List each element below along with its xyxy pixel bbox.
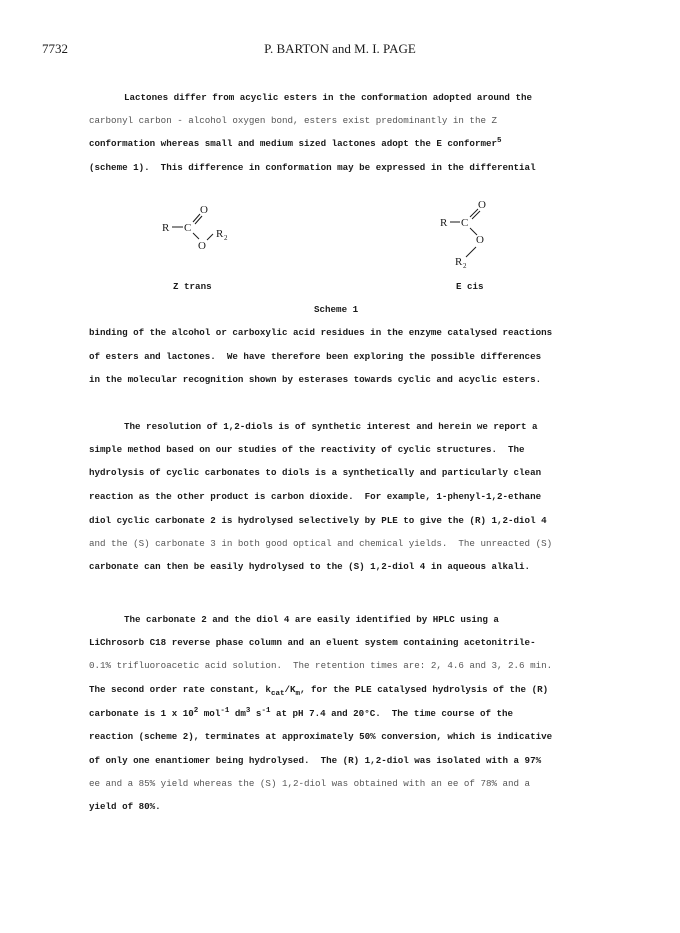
z-atom-r: R — [162, 222, 170, 234]
para2-line3: in the molecular recognition shown by esterases towards cyclic and acyclic esters. — [89, 374, 542, 385]
z-atom-o-carbonyl: O — [200, 204, 208, 216]
para4-line4-part1: The second order rate constant, k — [89, 684, 271, 695]
z-atom-r2-subscript: 2 — [224, 234, 228, 242]
scheme-1-structures — [0, 195, 680, 315]
para4-line7: of only one enantiomer being hydrolysed. The (R) 1,2-diol was isolated with a 97% — [89, 755, 542, 766]
reference-superscript: 5 — [497, 137, 502, 145]
para4-line3: 0.1% trifluoroacetic acid solution. The retention times are: 2, 4.6 and 3, 2.6 min. — [89, 660, 553, 671]
para1-line3 — [89, 138, 502, 149]
para4-line4 — [89, 684, 549, 698]
para4-line5-part3: dm — [229, 708, 246, 719]
scheme-label-z-trans: Z trans — [173, 281, 212, 292]
running-authors: P. BARTON and M. I. PAGE — [264, 41, 416, 56]
para3-line2: simple method based on our studies of the reactivity of cyclic structures. The — [89, 444, 525, 455]
para4-line5-part4: s — [250, 708, 262, 719]
e-cis-structure — [440, 199, 486, 270]
z-atom-o-ester: O — [198, 240, 206, 252]
page-header — [0, 41, 680, 61]
km-subscript: m — [295, 690, 301, 698]
para1-line1: Lactones differ from acyclic esters in the conformation adopted around the — [124, 92, 532, 103]
para3-line7: carbonate can then be easily hydrolysed to the (S) 1,2-diol 4 in aqueous alkali. — [89, 561, 531, 572]
para3-line1: The resolution of 1,2-diols is of synthetic interest and herein we report a — [124, 421, 538, 432]
para3-line5: diol cyclic carbonate 2 is hydrolysed selectively by PLE to give the (R) 1,2-diol 4 — [89, 515, 547, 526]
para4-line1: The carbonate 2 and the diol 4 are easily identified by HPLC using a — [124, 614, 499, 625]
e-atom-c: C — [461, 217, 469, 229]
kcat-subscript: cat — [270, 690, 285, 698]
para4-line5-part5: at pH 7.4 and 20°C. The time course of the — [270, 708, 514, 719]
power-sup-3: 3 — [245, 707, 251, 715]
z-atom-r2: R — [216, 228, 224, 240]
e-atom-r2-subscript: 2 — [463, 262, 467, 270]
para4-line5-part1: carbonate is 1 x 10 — [89, 708, 194, 719]
z-atom-c: C — [184, 222, 192, 234]
para1-line2: carbonyl carbon - alcohol oxygen bond, esters exist predominantly in the Z — [89, 115, 497, 126]
para1-line3-text: conformation whereas small and medium sized lactones adopt the E conformer — [89, 138, 497, 149]
e-atom-r2: R — [455, 256, 463, 268]
scheme-label-e-cis: E cis — [456, 281, 484, 292]
para1-line4: (scheme 1). This difference in conformation may be expressed in the differential — [89, 162, 536, 173]
para3-line4: reaction as the other product is carbon dioxide. For example, 1-phenyl-1,2-ethane — [89, 491, 542, 502]
para4-line8: ee and a 85% yield whereas the (S) 1,2-diol was obtained with an ee of 78% and a — [89, 778, 531, 789]
scheme-caption: Scheme 1 — [314, 304, 359, 315]
para4-line4-part2: /K — [284, 684, 296, 695]
para4-line5-part2: mol — [198, 708, 221, 719]
para3-line6: and the (S) carbonate 3 in both good optical and chemical yields. The unreacted (S) — [89, 538, 553, 549]
para4-line2: LiChrosorb C18 reverse phase column and an eluent system containing acetonitrile- — [89, 637, 536, 648]
power-sup-1: 2 — [193, 707, 199, 715]
para4-line5 — [89, 708, 513, 719]
page-number: 7732 — [42, 41, 68, 56]
e-atom-o-carbonyl: O — [478, 199, 486, 211]
para4-line6: reaction (scheme 2), terminates at approximately 50% conversion, which is indicative — [89, 731, 553, 742]
para4-line4-part3: , for the PLE catalysed hydrolysis of the (R) — [300, 684, 549, 695]
para2-line1: binding of the alcohol or carboxylic acid residues in the enzyme catalysed reactions — [89, 327, 553, 338]
power-sup-2: -1 — [220, 707, 230, 715]
e-atom-o-ester: O — [476, 234, 484, 246]
para2-line2: of esters and lactones. We have therefore been exploring the possible differences — [89, 351, 542, 362]
para4-line9: yield of 80%. — [89, 801, 161, 812]
power-sup-4: -1 — [261, 707, 271, 715]
z-trans-structure — [162, 204, 228, 252]
para3-line3: hydrolysis of cyclic carbonates to diols is a synthetically and particularly clean — [89, 467, 542, 478]
e-atom-r: R — [440, 217, 448, 229]
